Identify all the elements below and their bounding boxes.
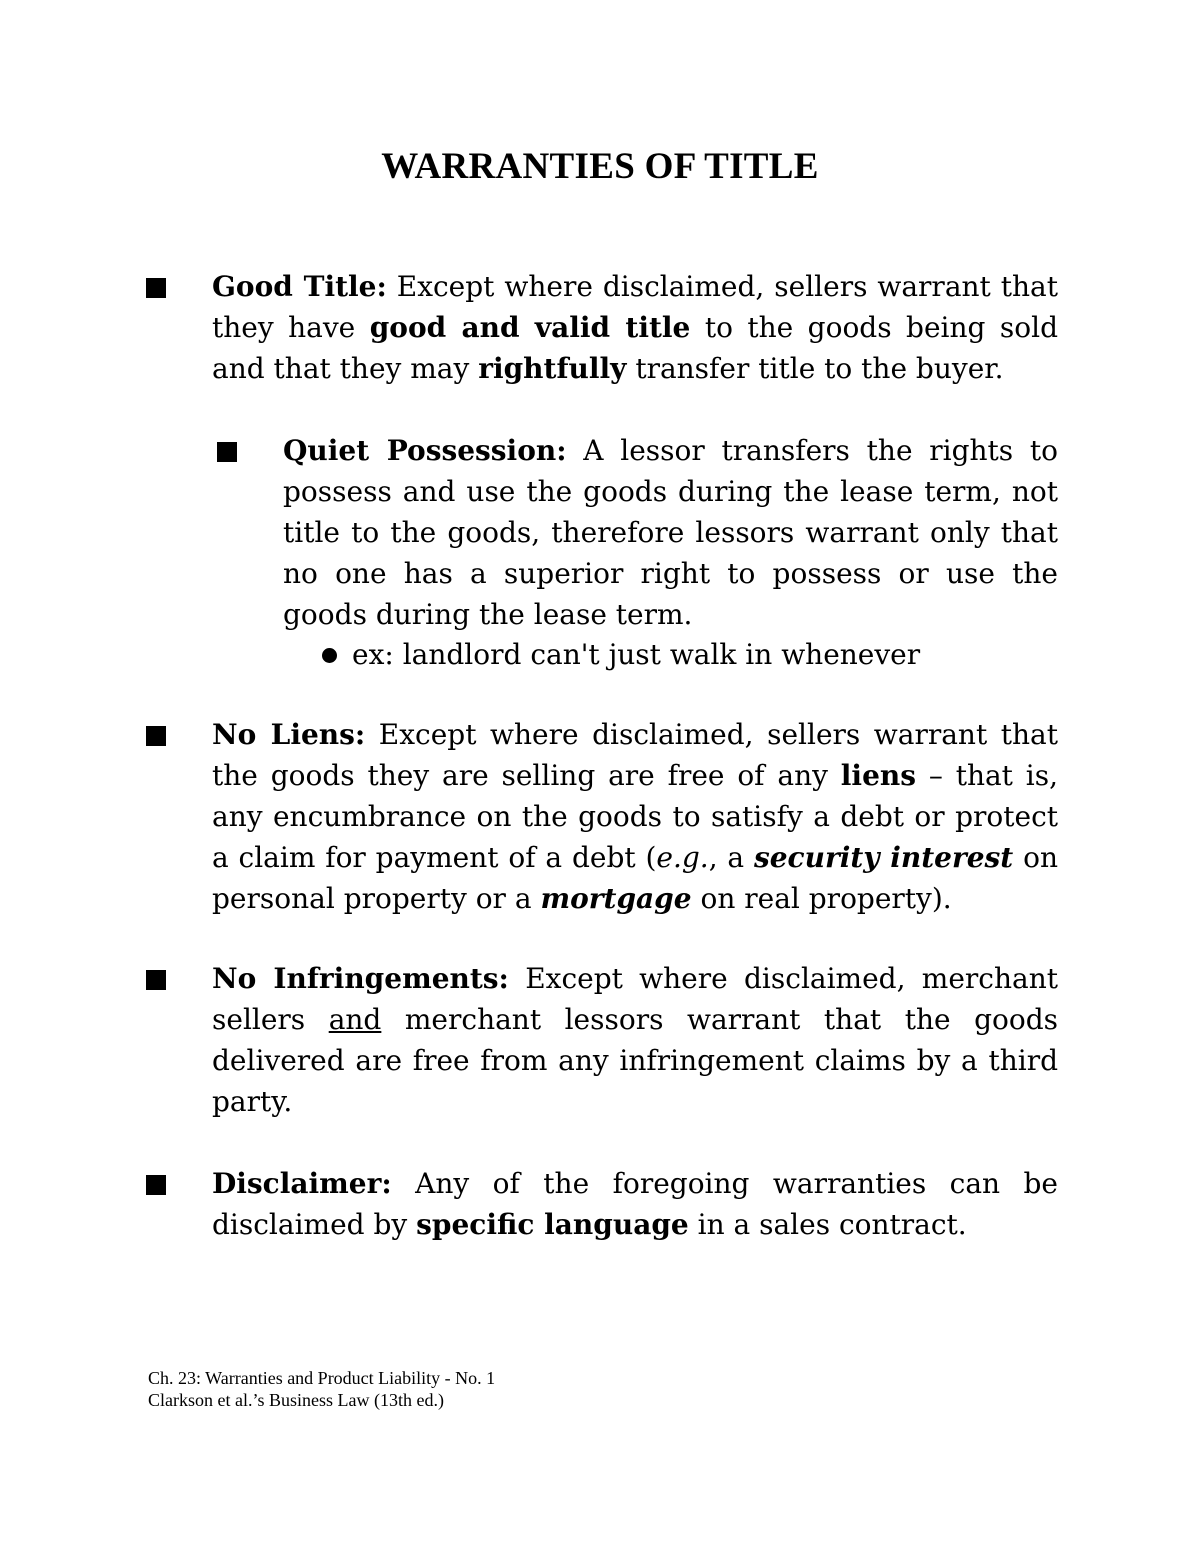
no-infringements-text: No Infringements: Except where disclaimed, merchant sellers and merchant lessors warrant that the goods delivered are free from any infringement claims by a third party. — [212, 962, 1058, 1118]
footer-chapter: Ch. 23: Warranties and Product Liability - No. 1 — [148, 1368, 496, 1388]
square-bullet-icon — [217, 442, 237, 462]
good-title-heading: Good Title: — [212, 270, 387, 303]
good-title-item — [146, 266, 1058, 389]
page-footer — [148, 1367, 495, 1411]
disclaimer-text: Disclaimer: Any of the foregoing warranties can be disclaimed by specific language in a sales contract. — [212, 1167, 1058, 1241]
footer-source: Clarkson et al.’s Business Law (13th ed.) — [148, 1390, 444, 1410]
round-bullet-icon — [322, 648, 337, 663]
no-liens-heading: No Liens: — [212, 718, 366, 751]
square-bullet-icon — [146, 1175, 166, 1195]
square-bullet-icon — [146, 970, 166, 990]
no-liens-item — [146, 714, 1058, 919]
no-liens-text: No Liens: Except where disclaimed, sellers warrant that the goods they are selling are free of any liens – that is, any encumbrance on the goods to satisfy a debt or protect a claim for payment of a debt (e.g., a security interest on personal property or a mortgage on real property). — [212, 718, 1059, 915]
good-title-text: Good Title: Except where disclaimed, sellers warrant that they have good and valid title to the goods being sold and that they may rightfully transfer title to the buyer. — [212, 270, 1058, 385]
square-bullet-icon — [146, 726, 166, 746]
quiet-possession-text: Quiet Possession: A lessor transfers the rights to possess and use the goods during the lease term, not title to the goods, therefore lessors warrant only that no one has a superior right to possess or use the goods during the lease term. — [283, 434, 1059, 631]
disclaimer-item — [146, 1163, 1058, 1245]
page-title: WARRANTIES OF TITLE — [381, 146, 819, 187]
quiet-possession-heading: Quiet Possession: — [283, 434, 567, 467]
quiet-possession-example: ex: landlord can't just walk in whenever — [322, 634, 920, 675]
quiet-possession-item — [217, 430, 1058, 635]
no-infringements-item — [146, 958, 1058, 1122]
no-infringements-heading: No Infringements: — [212, 962, 509, 995]
square-bullet-icon — [146, 278, 166, 298]
disclaimer-heading: Disclaimer: — [212, 1167, 392, 1200]
